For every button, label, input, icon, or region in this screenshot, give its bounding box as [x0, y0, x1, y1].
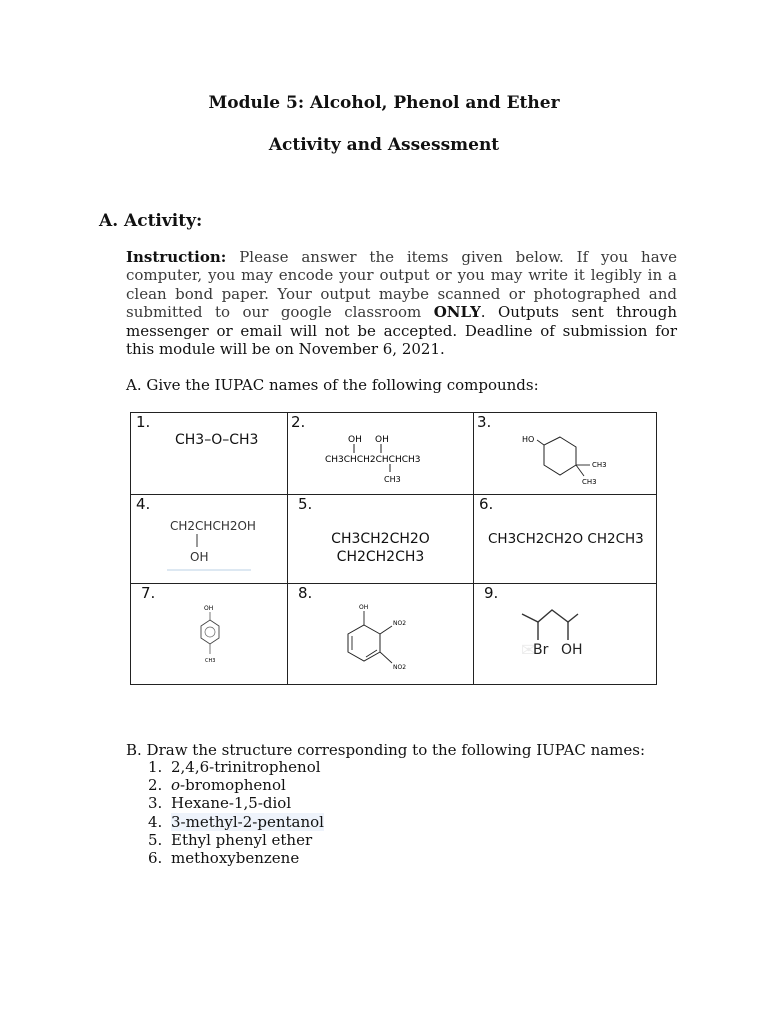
- page-subtitle: Activity and Assessment: [268, 135, 500, 155]
- instruction-text-2: . Outputs sent through messenger or email will not be accepted. Deadline of submission for this module will be on November 6, 2021.: [126, 303, 677, 359]
- item-number: 4.: [136, 495, 151, 513]
- structure-diagram: [167, 515, 257, 575]
- structure-diagram: [340, 600, 430, 676]
- compound-cell-1: [131, 413, 288, 495]
- structure-label: OH: [204, 605, 214, 612]
- item-name: Ethyl phenyl ether: [171, 830, 313, 849]
- structure-label: NO2: [393, 620, 407, 627]
- structure-label: CH3: [582, 478, 597, 486]
- structure-label: OH: [348, 435, 362, 445]
- compound-cell-2: [288, 413, 474, 495]
- formula-text: CH3CH2CH2O CH2CH3: [488, 531, 644, 547]
- structure-label: Br: [533, 642, 549, 658]
- structure-label: OH: [190, 550, 209, 564]
- item-number: 5.: [298, 495, 313, 513]
- item-number: 2.: [291, 413, 306, 431]
- list-item: [148, 831, 324, 849]
- structure-label: NO2: [393, 664, 407, 671]
- compound-cell-3: [474, 413, 657, 495]
- iupac-name-list: [148, 758, 324, 867]
- item-number: 7.: [141, 584, 156, 602]
- instruction-text-1: Please answer the items given below. If you have computer, you may encode your output or you may write it legibly in a clean bond paper. Your output maybe scanned or photographed and submitted to our google classroom: [126, 248, 677, 322]
- item-name: 3-methyl-2-pentanol: [171, 812, 324, 831]
- page-title: Module 5: Alcohol, Phenol and Ether: [208, 93, 560, 113]
- formula-line-1: CH3CH2CH2O: [331, 531, 430, 547]
- formula-text: CH3–O–CH3: [175, 432, 259, 448]
- structure-label: OH: [375, 435, 389, 445]
- instruction-emphasis: ONLY: [433, 303, 481, 322]
- item-number: 1.: [148, 758, 163, 776]
- item-number: 3.: [148, 794, 163, 813]
- item-number: 6.: [148, 849, 163, 868]
- item-number: 6.: [479, 495, 494, 513]
- structure-label: CH2CHCH2OH: [170, 519, 256, 533]
- instruction-paragraph: [126, 248, 677, 358]
- structure-label: CH3: [205, 658, 216, 664]
- list-item: [148, 849, 324, 867]
- compound-cell-4: [131, 495, 288, 584]
- structure-label: OH: [561, 642, 583, 658]
- compound-cell-7: [131, 584, 288, 685]
- compound-cell-6: [474, 495, 657, 584]
- compound-cell-8: [288, 584, 474, 685]
- part-b-prompt: B. Draw the structure corresponding to the following IUPAC names:: [126, 741, 646, 759]
- structure-label: CH3: [384, 475, 401, 484]
- list-item: [148, 794, 324, 812]
- structure-diagram: [324, 431, 434, 489]
- list-item: [148, 813, 324, 831]
- item-number: 9.: [484, 584, 499, 602]
- item-number: 4.: [148, 812, 163, 831]
- compound-cell-9: [474, 584, 657, 685]
- item-number: 3.: [477, 413, 492, 431]
- formula-text: [288, 530, 473, 566]
- item-number: 8.: [298, 584, 313, 602]
- item-name: -bromophenol: [180, 776, 286, 795]
- structure-label: CH3CHCH2CHCHCH3: [325, 455, 421, 465]
- item-name: Hexane-1,5-diol: [171, 794, 292, 813]
- structure-label: HO: [522, 435, 535, 444]
- structure-label: CH3: [592, 461, 607, 469]
- structure-diagram: [518, 606, 608, 666]
- instruction-label: Instruction:: [126, 248, 227, 266]
- list-item: [148, 776, 324, 794]
- structure-diagram: [191, 602, 231, 674]
- item-number: 1.: [136, 413, 151, 431]
- item-prefix: o: [171, 776, 181, 795]
- item-name: 2,4,6-trinitrophenol: [171, 758, 321, 776]
- structure-label: OH: [359, 604, 369, 611]
- watermark-shape: ✉: [521, 640, 537, 661]
- compound-table: [130, 412, 657, 685]
- item-number: 2.: [148, 776, 163, 795]
- item-number: 5.: [148, 830, 163, 849]
- section-heading: A. Activity:: [99, 211, 203, 231]
- structure-diagram: [514, 431, 654, 491]
- formula-line-2: CH2CH2CH3: [336, 549, 425, 565]
- part-a-prompt: A. Give the IUPAC names of the following compounds:: [126, 376, 539, 394]
- compound-cell-5: [288, 495, 474, 584]
- list-item: [148, 758, 324, 776]
- item-name: methoxybenzene: [171, 849, 300, 868]
